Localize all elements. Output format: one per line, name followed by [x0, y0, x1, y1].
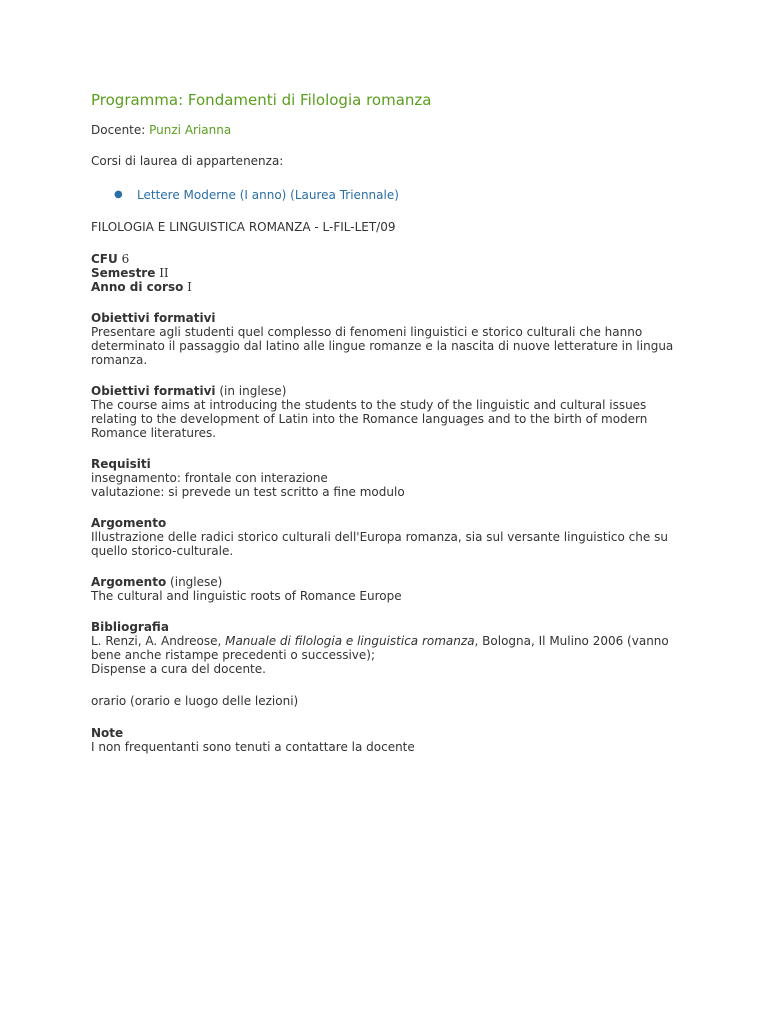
- document-page: [91, 90, 691, 754]
- semestre-value: II: [159, 266, 169, 280]
- info-block: [91, 252, 691, 294]
- anno-value: I: [187, 280, 192, 294]
- cfu-label: CFU: [91, 252, 118, 266]
- cfu-value: 6: [121, 252, 130, 266]
- obiettivi-en-text-1: The course aims at introducing the students to the study of the linguistic and cultural issues: [91, 398, 647, 412]
- bibliografia-text-3: Dispense a cura del docente.: [91, 662, 266, 676]
- argomento-section: [91, 516, 691, 558]
- bibliografia-section: [91, 620, 691, 676]
- argomento-en-section: [91, 575, 691, 603]
- docente-label: Docente:: [91, 123, 146, 137]
- note-section: [91, 726, 691, 754]
- obiettivi-en-heading: Obiettivi formativi: [91, 384, 216, 398]
- argomento-en-suffix: (inglese): [170, 575, 223, 589]
- orario-line: orario (orario e luogo delle lezioni): [91, 694, 299, 708]
- obiettivi-section: [91, 311, 691, 367]
- docente-name-link[interactable]: Punzi Arianna: [149, 123, 232, 137]
- corsi-list: [91, 188, 691, 202]
- page-title: Programma: Fondamenti di Filologia romanza: [91, 91, 432, 109]
- argomento-en-heading: Argomento: [91, 575, 167, 589]
- requisiti-heading: Requisiti: [91, 457, 151, 471]
- obiettivi-heading: Obiettivi formativi: [91, 311, 216, 325]
- docente-line: [91, 123, 691, 137]
- argomento-en-heading-line: [91, 575, 691, 589]
- argomento-text-1: Illustrazione delle radici storico culturali dell'Europa romanza, sia sul versante linguistico che su: [91, 530, 668, 544]
- argomento-en-text-1: The cultural and linguistic roots of Romance Europe: [91, 589, 402, 603]
- obiettivi-text-1: Presentare agli studenti quel complesso di fenomeni linguistici e storico culturali che hanno: [91, 325, 643, 339]
- bibliografia-heading: Bibliografia: [91, 620, 169, 634]
- requisiti-section: [91, 457, 691, 499]
- requisiti-text-2: valutazione: si prevede un test scritto a fine modulo: [91, 485, 405, 499]
- corsi-label: Corsi di laurea di appartenenza:: [91, 154, 284, 168]
- settore-line: FILOLOGIA E LINGUISTICA ROMANZA - L-FIL-LET/09: [91, 220, 396, 234]
- bibliografia-authors: L. Renzi, A. Andreose,: [91, 634, 222, 648]
- cfu-line: [91, 252, 691, 266]
- list-item: [91, 188, 691, 202]
- obiettivi-en-suffix: (in inglese): [219, 384, 287, 398]
- note-heading: Note: [91, 726, 124, 740]
- obiettivi-en-section: [91, 384, 691, 440]
- bibliografia-rest: , Bologna, Il Mulino 2006 (vanno: [474, 634, 669, 648]
- argomento-text-2: quello storico-culturale.: [91, 544, 234, 558]
- bibliografia-line-1: [91, 634, 691, 648]
- obiettivi-en-text-2: relating to the development of Latin into the Romance languages and to the birth of modern: [91, 412, 648, 426]
- semestre-label: Semestre: [91, 266, 156, 280]
- obiettivi-en-text-3: Romance literatures.: [91, 426, 217, 440]
- requisiti-text-1: insegnamento: frontale con interazione: [91, 471, 328, 485]
- semestre-line: [91, 266, 691, 280]
- bullet-icon: ●: [114, 189, 123, 200]
- argomento-heading: Argomento: [91, 516, 167, 530]
- bibliografia-text-2: bene anche ristampe precedenti o successive);: [91, 648, 375, 662]
- obiettivi-text-3: romanza.: [91, 353, 148, 367]
- obiettivi-text-2: determinato il passaggio dal latino alle lingue romanze e la nascita di nuove letterature in lingua: [91, 339, 674, 353]
- anno-line: [91, 280, 691, 294]
- obiettivi-en-heading-line: [91, 384, 691, 398]
- bibliografia-book-title: Manuale di filologia e linguistica romanza: [225, 634, 475, 648]
- corso-link[interactable]: Lettere Moderne (I anno) (Laurea Triennale): [137, 188, 399, 202]
- anno-label: Anno di corso: [91, 280, 184, 294]
- note-text-1: I non frequentanti sono tenuti a contattare la docente: [91, 740, 415, 754]
